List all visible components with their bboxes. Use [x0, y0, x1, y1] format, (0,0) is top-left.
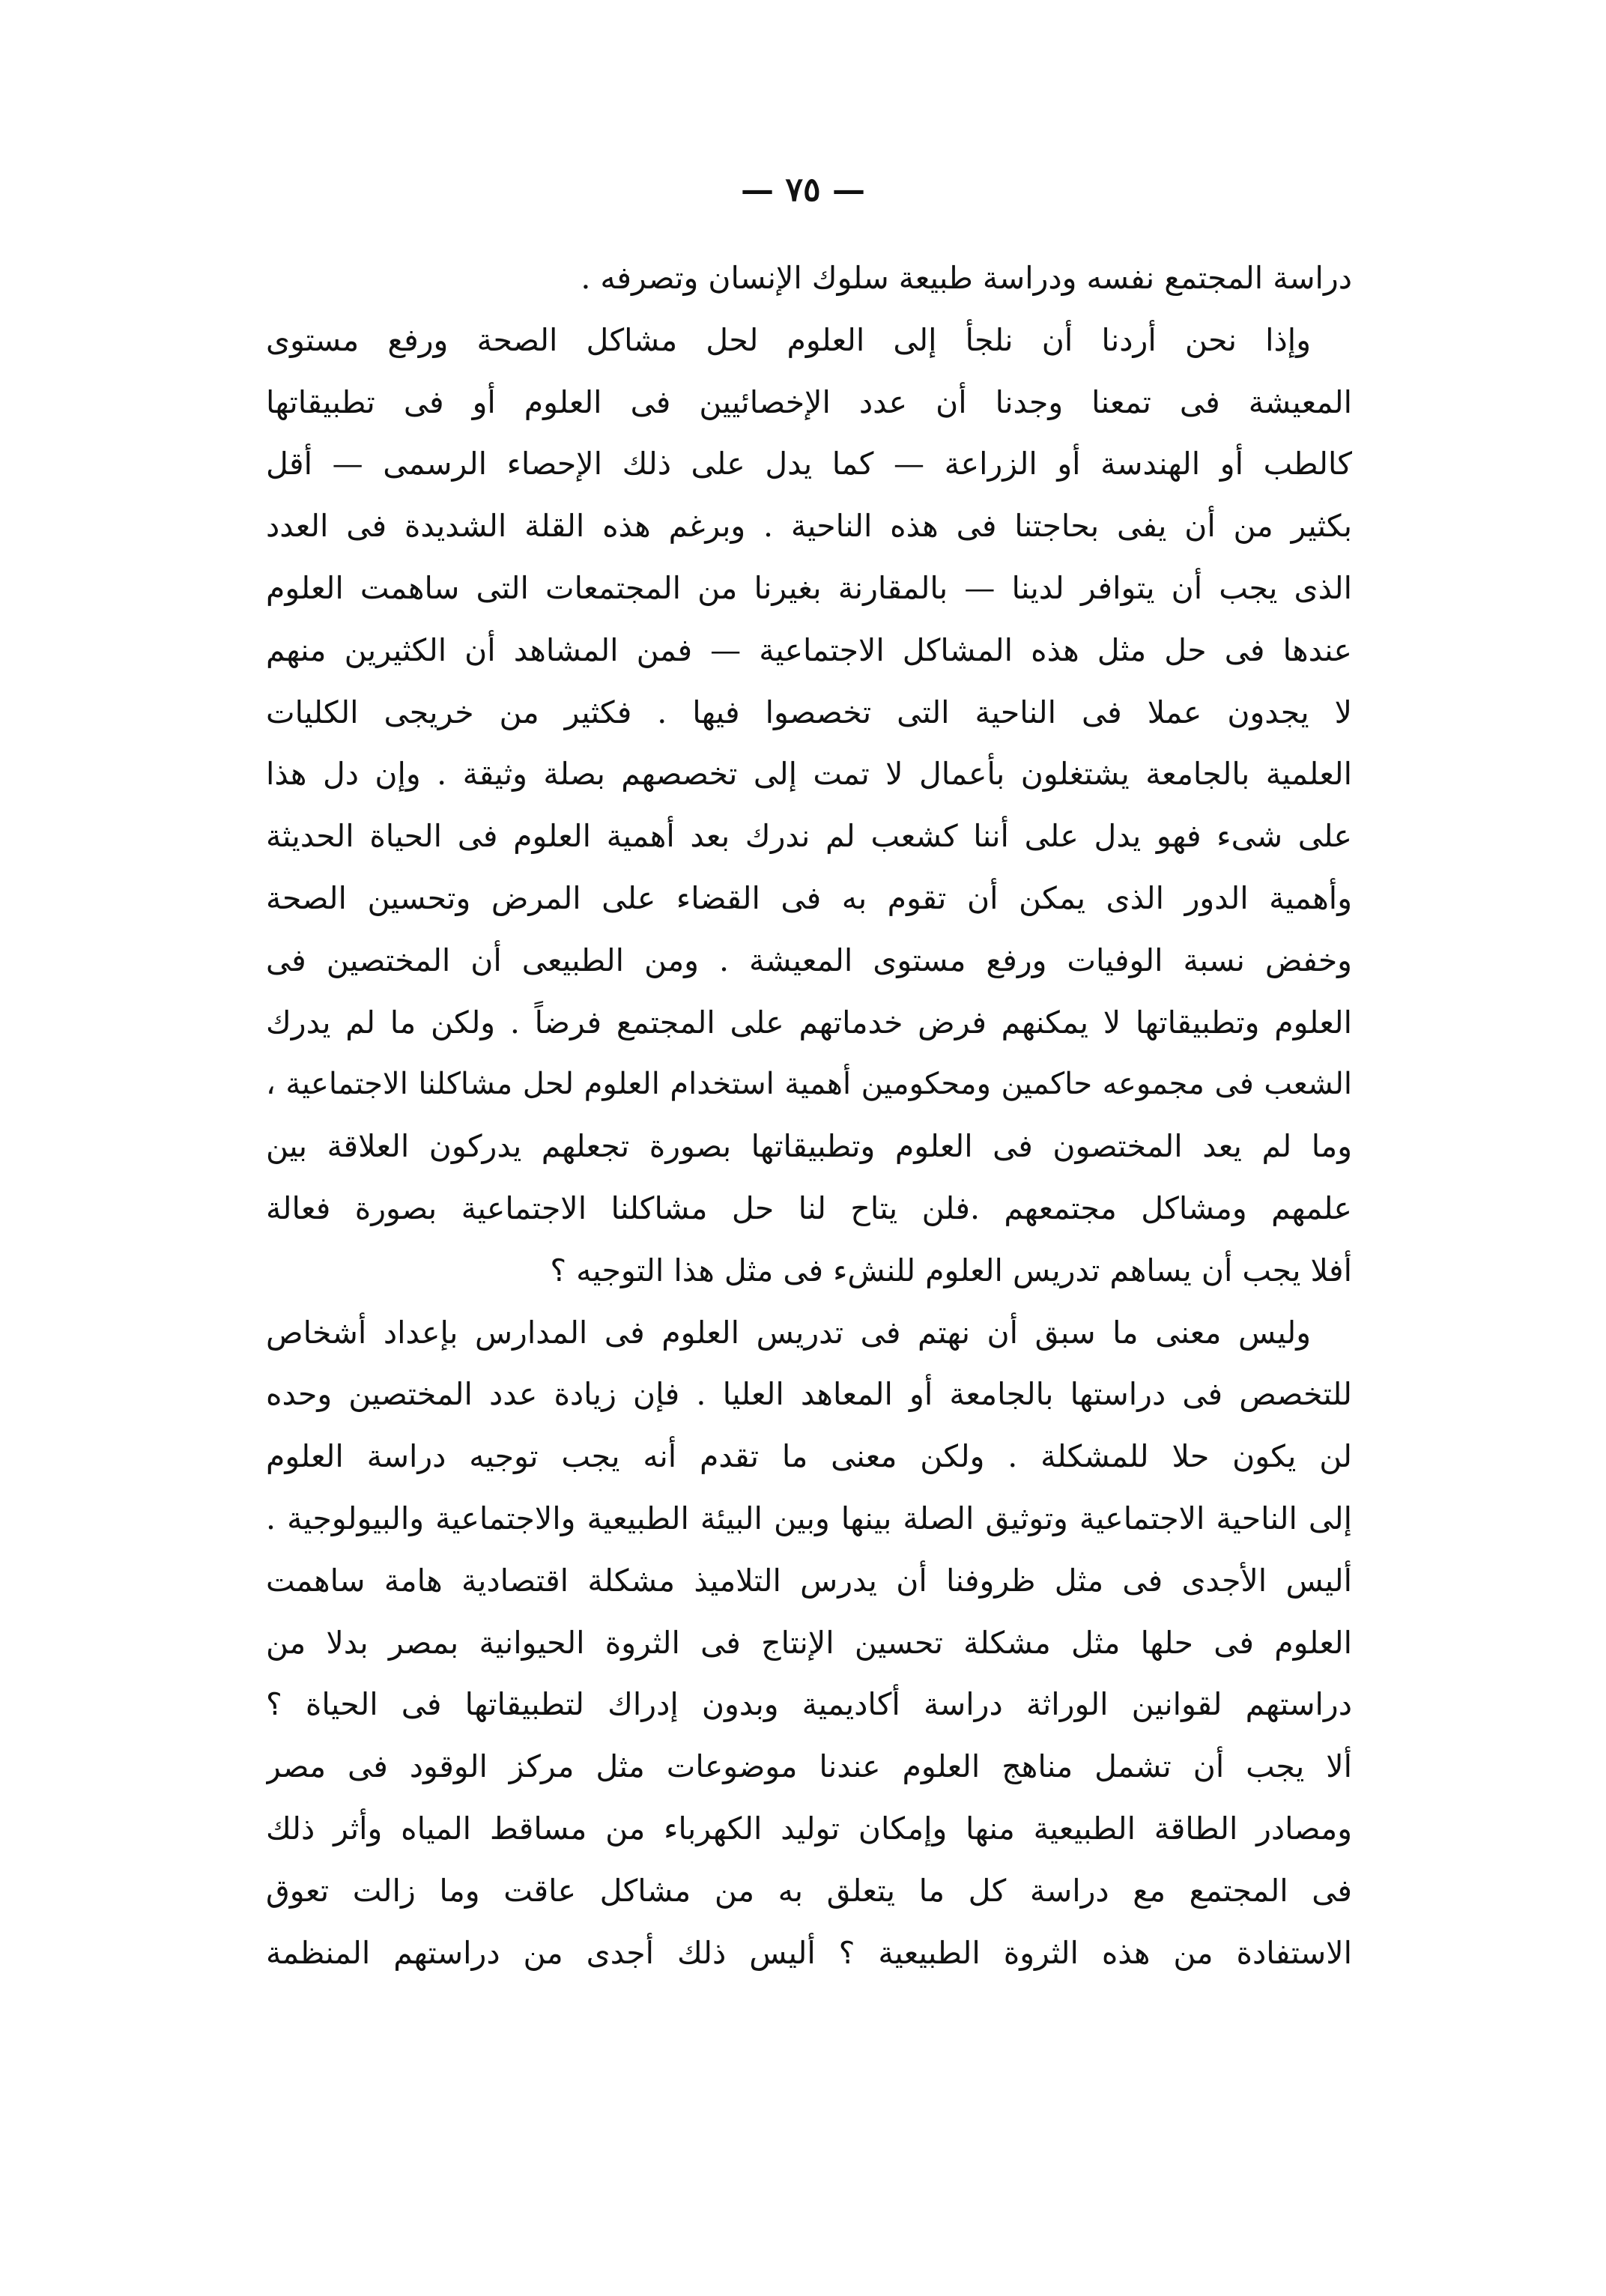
text-line: بكثير من أن يفى بحاجتنا فى هذه الناحية . وبرغم هذه القلة الشديدة فى العدد: [266, 508, 1352, 545]
text-line: وإذا نحن أردنا أن نلجأ إلى العلوم لحل مشاكل الصحة ورفع مستوى: [266, 321, 1311, 358]
text-line: وخفض نسبة الوفيات ورفع مستوى المعيشة . ومن الطبيعى أن المختصين فى: [266, 942, 1352, 978]
page-number: — ٧٥ —: [741, 171, 865, 209]
text-line: العلوم وتطبيقاتها لا يمكنهم فرض خدماتهم على المجتمع فرضاً . ولكن ما لم يدرك: [266, 1004, 1352, 1041]
text-line: الذى يجب أن يتوافر لدينا — بالمقارنة بغيرنا من المجتمعات التى ساهمت العلوم: [266, 569, 1352, 606]
text-line: دراستهم لقوانين الوراثة دراسة أكاديمية وبدون إدراك لتطبيقاتها فى الحياة ؟: [266, 1686, 1352, 1723]
text-line: فى المجتمع مع دراسة كل ما يتعلق به من مشاكل عاقت وما زالت تعوق: [266, 1872, 1352, 1909]
text-line: علمهم ومشاكل مجتمعهم .فلن يتاح لنا حل مشاكلنا الاجتماعية بصورة فعالة: [266, 1190, 1352, 1226]
text-line: الاستفادة من هذه الثروة الطبيعية ؟ أليس ذلك أجدى من دراستهم المنظمة: [266, 1934, 1352, 1971]
text-line: إلى الناحية الاجتماعية وتوثيق الصلة بينها وبين البيئة الطبيعية والاجتماعية والبيولوجية .: [266, 1500, 1352, 1536]
text-line: عندها فى حل مثل هذه المشاكل الاجتماعية — فمن المشاهد أن الكثيرين منهم: [266, 631, 1352, 668]
text-line: العلوم فى حلها مثل مشكلة تحسين الإنتاج فى الثروة الحيوانية بمصر بدلا من: [266, 1624, 1352, 1661]
text-line: على شىء فهو يدل على أننا كشعب لم ندرك بعد أهمية العلوم فى الحياة الحديثة: [266, 818, 1352, 855]
text-line: وأهمية الدور الذى يمكن أن تقوم به فى القضاء على المرض وتحسين الصحة: [266, 879, 1352, 916]
text-line: أفلا يجب أن يساهم تدريس العلوم للنشء فى مثل هذا التوجيه ؟: [550, 1252, 1352, 1288]
text-line: المعيشة فى تمعنا وجدنا أن عدد الإخصائيين فى العلوم أو فى تطبيقاتها: [266, 384, 1352, 420]
text-line: الشعب فى مجموعه حاكمين ومحكومين أهمية استخدام العلوم لحل مشاكلنا الاجتماعية ،: [266, 1067, 1352, 1102]
text-line: لن يكون حلا للمشكلة . ولكن معنى ما تقدم أنه يجب توجيه دراسة العلوم: [266, 1438, 1352, 1475]
text-line: كالطب أو الهندسة أو الزراعة — كما يدل على ذلك الإحصاء الرسمى — أقل: [266, 446, 1352, 482]
text-line: العلمية بالجامعة يشتغلون بأعمال لا تمت إلى تخصصهم بصلة وثيقة . وإن دل هذا: [266, 756, 1352, 793]
text-line: للتخصص فى دراستها بالجامعة أو المعاهد العليا . فإن زيادة عدد المختصين وحده: [266, 1376, 1352, 1413]
text-line: ألا يجب أن تشمل مناهج العلوم عندنا موضوعات مثل مركز الوقود فى مصر: [266, 1748, 1352, 1785]
text-line: ومصادر الطاقة الطبيعية منها وإمكان توليد الكهرباء من مساقط المياه وأثر ذلك: [266, 1810, 1352, 1847]
body-text: [266, 247, 1352, 1984]
text-line: دراسة المجتمع نفسه ودراسة طبيعة سلوك الإنسان وتصرفه .: [581, 260, 1352, 296]
text-line: أليس الأجدى فى مثل ظروفنا أن يدرس التلاميذ مشكلة اقتصادية هامة ساهمت: [266, 1562, 1352, 1599]
text-line: لا يجدون عملا فى الناحية التى تخصصوا فيها . فكثير من خريجى الكليات: [266, 694, 1352, 730]
text-line: وليس معنى ما سبق أن نهتم فى تدريس العلوم فى المدارس بإعداد أشخاص: [266, 1314, 1311, 1351]
text-line: وما لم يعد المختصون فى العلوم وتطبيقاتها بصورة تجعلهم يدركون العلاقة بين: [266, 1128, 1352, 1165]
